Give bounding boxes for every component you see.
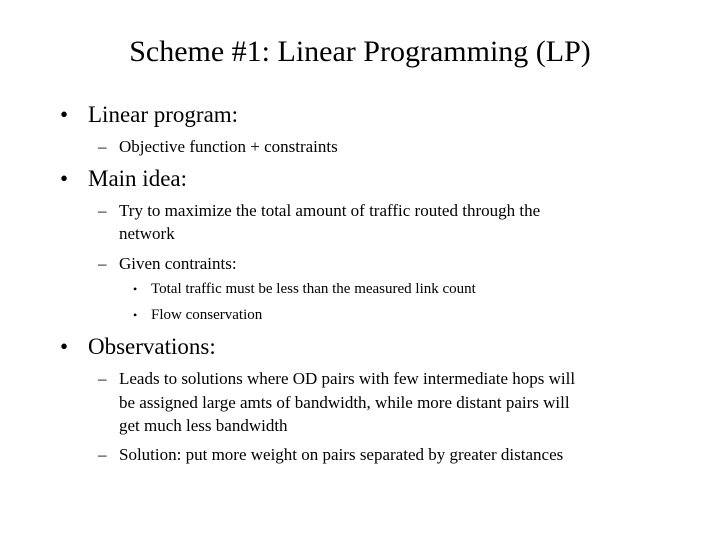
subitem-text-line2: network	[119, 224, 175, 243]
slide-title: Scheme #1: Linear Programming (LP)	[129, 35, 591, 68]
bullet-text: Observations:	[88, 334, 216, 359]
dash-marker: –	[98, 137, 107, 156]
dash-marker: –	[98, 201, 107, 220]
bullet-marker: •	[60, 166, 69, 191]
bullet-text: Main idea:	[88, 166, 187, 191]
subitem-text-line1: Try to maximize the total amount of traffic routed through the	[119, 201, 541, 220]
bullet-text: Linear program:	[88, 102, 239, 127]
dash-marker: –	[98, 369, 107, 388]
subitem-text-line1: Leads to solutions where OD pairs with few intermediate hops will	[119, 369, 576, 388]
bullet-marker: •	[60, 334, 69, 359]
subitem-text-line2: be assigned large amts of bandwidth, while more distant pairs will	[119, 393, 570, 412]
subitem-text-line3: get much less bandwidth	[119, 416, 288, 435]
sub-bullet-marker: •	[133, 282, 138, 296]
bullet-marker: •	[60, 102, 69, 127]
subsubitem-text: Flow conservation	[151, 307, 263, 323]
dash-marker: –	[98, 254, 107, 273]
subsubitem-text: Total traffic must be less than the measured link count	[151, 281, 476, 297]
subitem-text: Objective function + constraints	[119, 137, 338, 156]
subitem-text: Given contraints:	[119, 254, 237, 273]
dash-marker: –	[98, 445, 107, 464]
subitem-text: Solution: put more weight on pairs separated by greater distances	[119, 445, 564, 464]
sub-bullet-marker: •	[133, 308, 138, 322]
